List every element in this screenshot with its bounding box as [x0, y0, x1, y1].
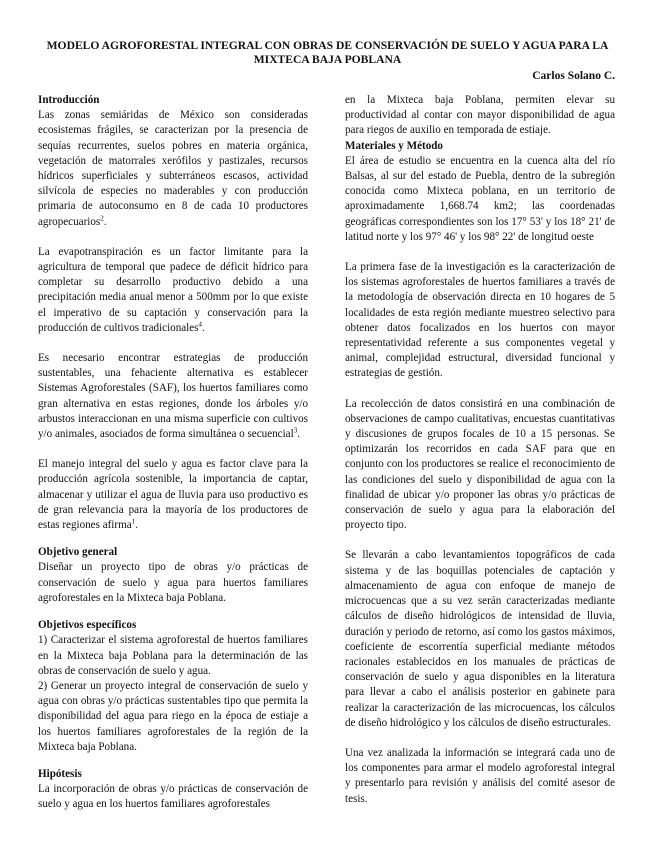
citation-ref: 3: [293, 426, 298, 435]
methods-paragraph-1: El área de estudio se encuentra en la cuenca alta del río Balsas, al sur del estado de Puebla, dentro de la subregión conocida como Mixteca poblana, en un territorio de aproximadamente 1,668.74 km2; las coordenadas geográficas correspondientes son los 17° 53' y los 18° 21' de latitud norte y los 97° 46' y los 98° 22' de longitud oeste: [345, 154, 615, 243]
citation-ref: 4: [198, 320, 203, 329]
methods-paragraph-3: La recolección de datos consistirá en una combinación de observaciones de campo cualitativas, encuestas cuantitativas y discusiones de grupos focales de 10 a 15 personas. Se optimizarán los recorridos en cada SAF para que en conjunto con los productores se realice el reconocimiento de las condiciones del suelo y disponibilidad de agua con la finalidad de ubicar y/o proponer las obras y/o prácticas de conservación de suelo y agua para la elaboración del proyecto tipo.: [345, 397, 615, 532]
specific-objectives-heading: Objetivos específicos: [38, 619, 137, 632]
hypothesis-heading: Hipótesis: [38, 767, 82, 780]
citation-ref: 2: [100, 213, 104, 222]
methods-paragraph-4: Se llevarán a cabo levantamientos topográficos de cada sistema y de las boquillas potenciales de captación y almacenamiento de agua con enfoque de manejo de microcuencas que a su vez serán caracterizadas mediante cálculos de diseño hidrológicos de intensidad de lluvia, duración y periodo de retorno, así como los gastos máximos, coeficiente de escorrentía superficial mediante métodos racionales establecidos en los manuales de prácticas de conservación de suelo y agua disponibles en la literatura para llevar a cabo el análisis posterior en gabinete para realizar la caracterización de las microcuencas, los cálculos de diseño hidrológico y los cálculos de diseño estructurales.: [345, 549, 615, 729]
methods-paragraph-2: La primera fase de la investigación es la caracterización de los sistemas agroforestales de huertos familiares a través de la metodología de observación directa en 10 hogares de 5 localidades de esta región mediante muestreo selectivo para obtener datos focalizados en los huertos con mayor representatividad referente a sus componentes vegetal y animal, complejidad estructural, diversidad funcional y estrategias de gestión.: [345, 261, 615, 380]
intro-heading: Introducción: [38, 94, 100, 106]
paper-title: MODELO AGROFORESTAL INTEGRAL CON OBRAS DE CONSERVACIÓN DE SUELO Y AGUA PARA LA MIXTECA BAJA POBLANA: [46, 39, 609, 66]
citation-ref: 1: [131, 517, 136, 526]
right-column: [345, 93, 615, 807]
methods-heading: Materiales y Método: [345, 139, 443, 152]
left-column: [38, 93, 308, 813]
author-name: Carlos Solano C.: [532, 70, 615, 82]
intro-paragraph-1: Las zonas semiáridas de México son consideradas ecosistemas frágiles, se caracterizan por la presencia de sequías recurrentes, suelos pobres en materia orgánica, vegetación de matorrales xerófilos y pastizales, recursos hídricos superficiales y subterráneos escasos, actividad silvícola de especies no maderables y con producción primaria de autoconsumo en 8 de cada 10 productores agropecuarios$^2$.: [38, 109, 308, 228]
specific-objective-2: 2) Generar un proyecto integral de conservación de suelo y agua con obras y/o prácticas sustentables tipo que permita la disponibilidad del agua para riego en la época de estiaje a los huertos familiares agroforestales de la región de la Mixteca baja Poblana.: [38, 679, 308, 753]
intro-paragraph-2: La evapotranspiración es un factor limitante para la agricultura de temporal que padece de déficit hídrico para completar su desarrollo productivo debido a una precipitación media anual menor a 500mm por lo que existe el imperativo de su captación y conservación para la producción de cultivos tradicionales$^4$.: [38, 245, 308, 334]
general-objective-heading: Objetivo general: [38, 546, 118, 559]
general-objective-paragraph: Diseñar un proyecto tipo de obras y/o prácticas de conservación de suelo y agua para huertos familiares agroforestales en la Mixteca baja Poblana.: [38, 561, 308, 604]
intro-paragraph-4: El manejo integral del suelo y agua es factor clave para la producción agrícola sostenible, la importancia de captar, almacenar y utilizar el agua de lluvia para uso productivo es de gran relevancia para la mayoría de los productores de estas regiones afirma$^1$.: [38, 458, 308, 532]
specific-objective-1: 1) Caracterizar el sistema agroforestal de huertos familiares en la Mixteca baja Poblana para la determinación de las obras de conservación de suelo y agua.: [38, 634, 308, 677]
hypothesis-continued: en la Mixteca baja Poblana, permiten elevar su productividad al contar con mayor disponibilidad de agua para riegos de auxilio en temporada de estiaje.: [345, 94, 615, 137]
hypothesis-paragraph: La incorporación de obras y/o prácticas de conservación de suelo y agua en los huertos familiares agroforestales: [38, 783, 308, 811]
methods-paragraph-5: Una vez analizada la información se integrará cada uno de los componentes para armar el modelo agroforestal integral y presentarlo para revisión y análisis del comité asesor de tesis.: [345, 746, 615, 805]
intro-paragraph-3: Es necesario encontrar estrategias de producción sustentables, una fehaciente alternativa es establecer Sistemas Agroforestales (SAF), los huertos familiares como gran alternativa en estas regiones, donde los árboles y/o arbustos interaccionan en una misma superficie con cultivos y/o animales, asociados de forma simultánea o secuencial$^3$.: [38, 352, 308, 441]
